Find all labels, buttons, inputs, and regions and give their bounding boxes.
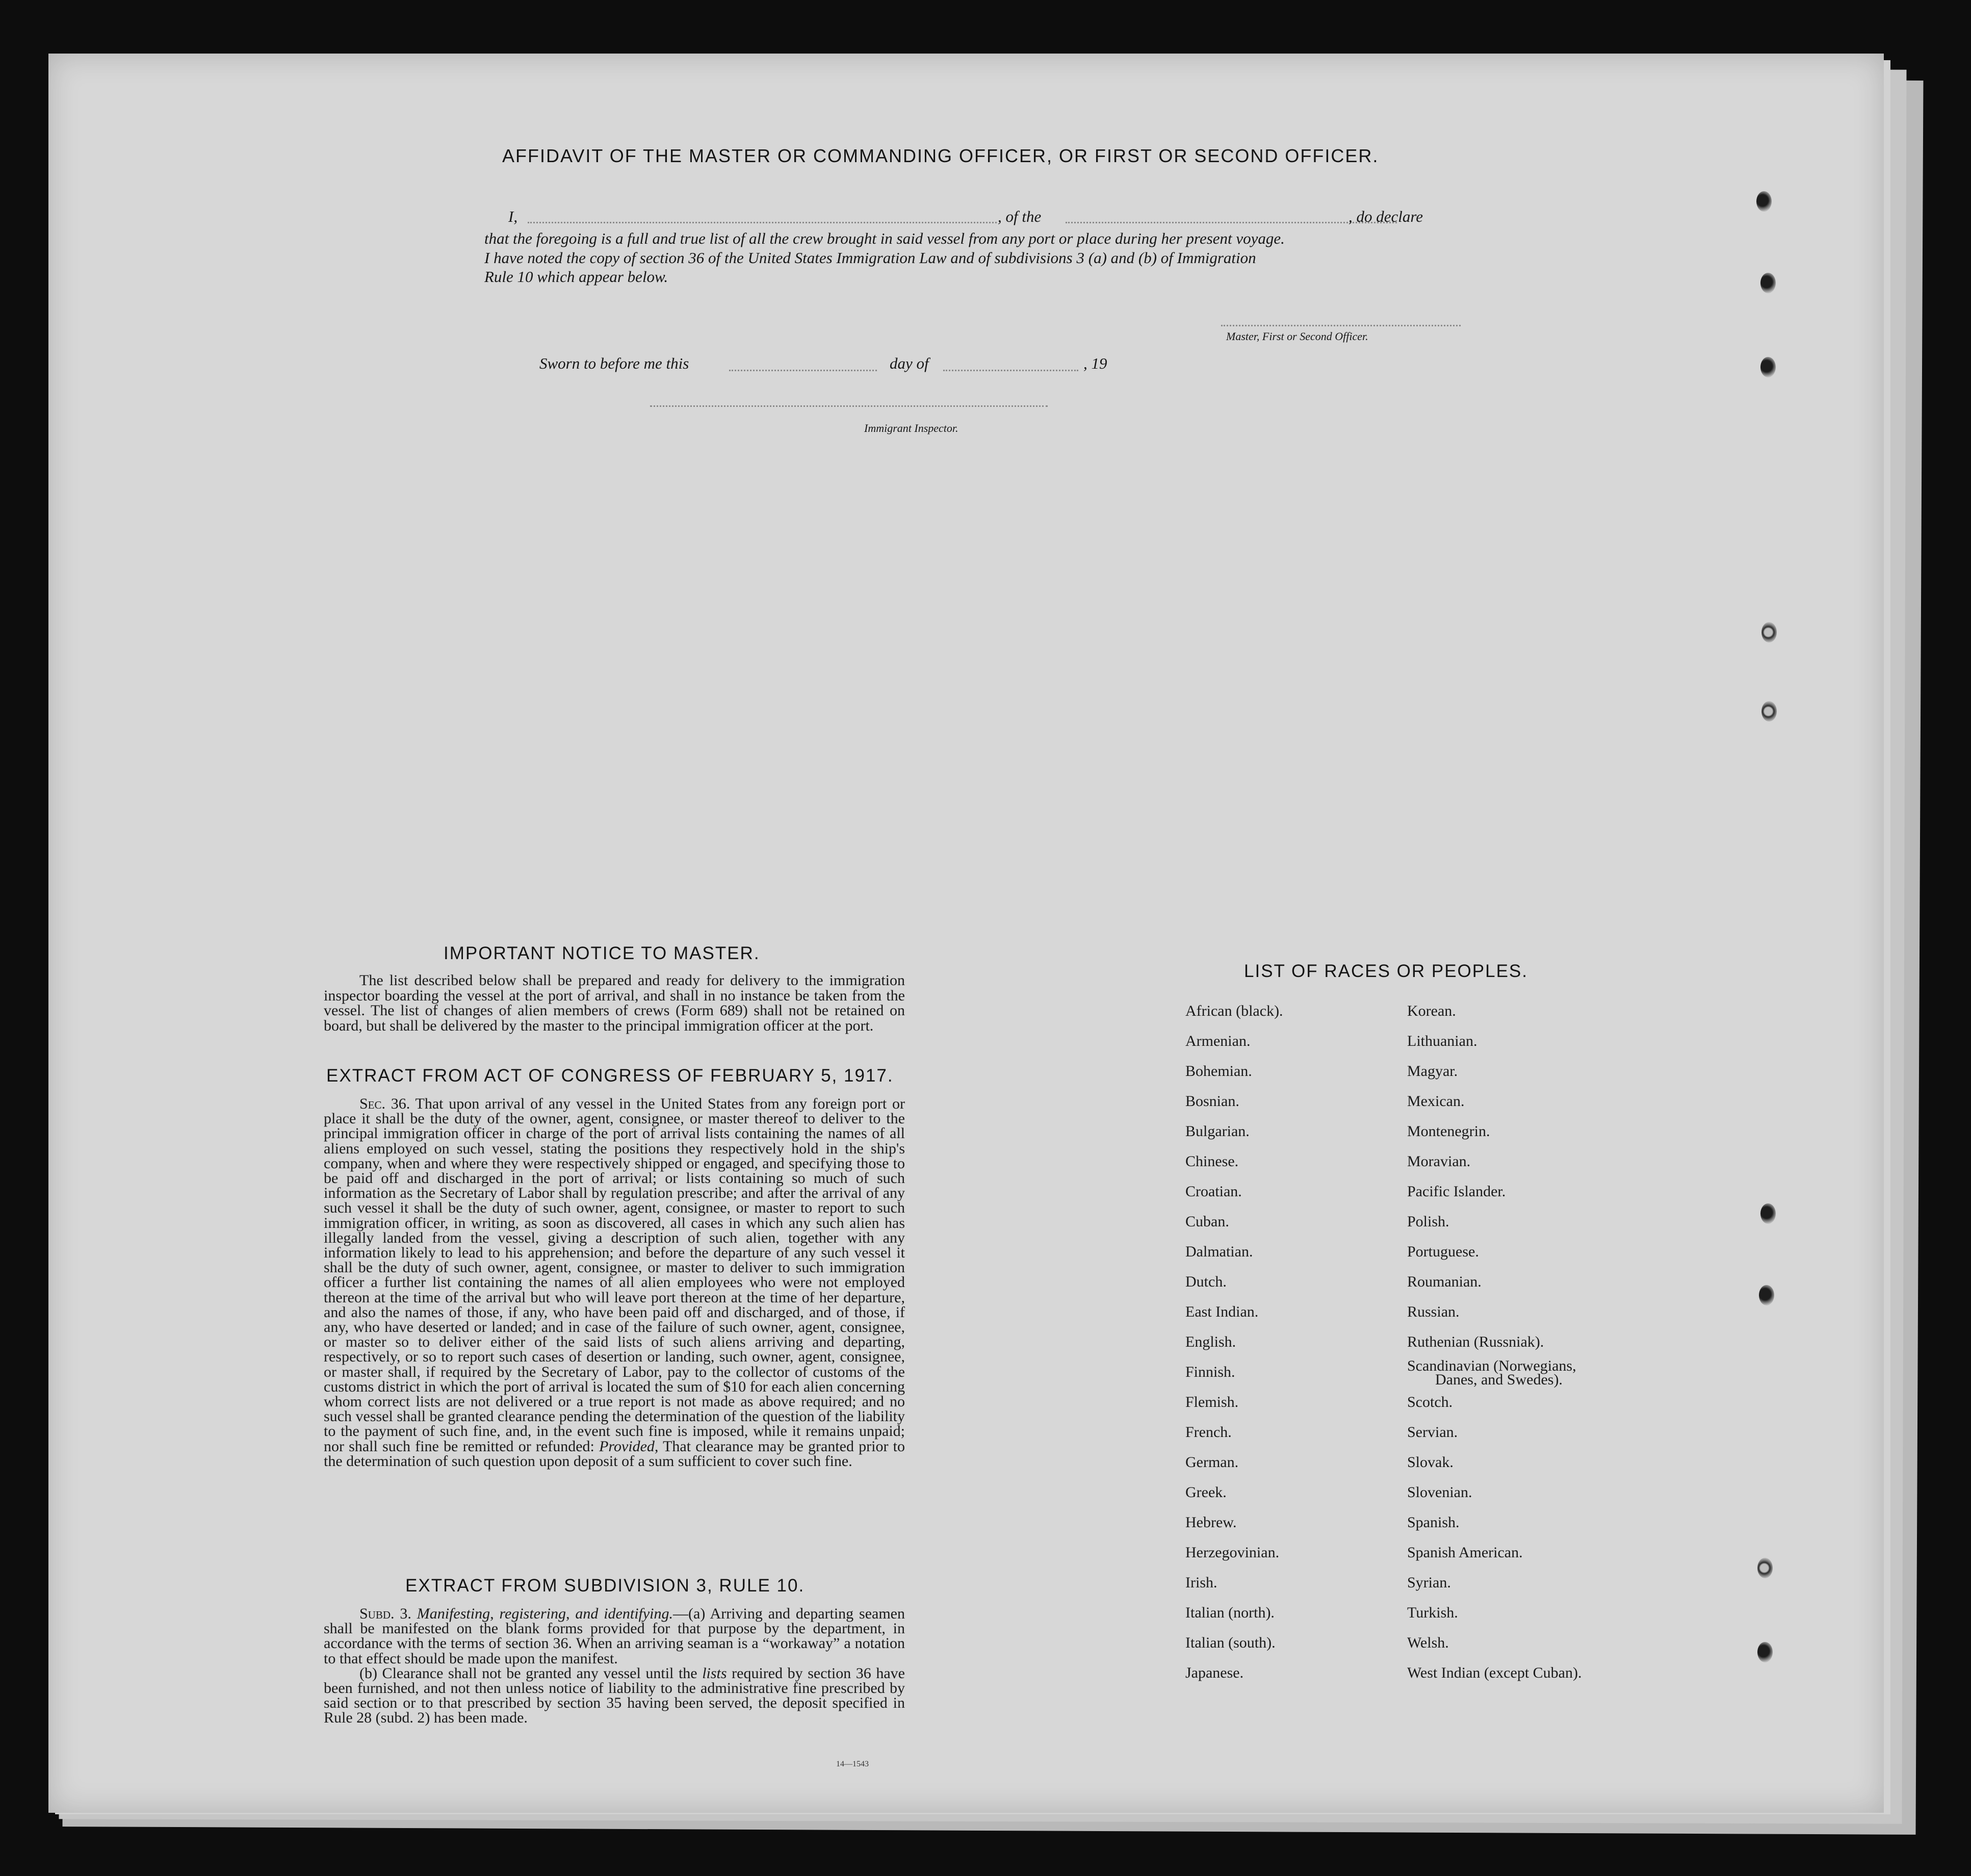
race-item: Croatian.	[1185, 1183, 1242, 1200]
race-item: West Indian (except Cuban).	[1407, 1664, 1582, 1681]
punch-hole	[1761, 701, 1777, 722]
race-item: Dutch.	[1185, 1273, 1227, 1290]
race-item: Chinese.	[1185, 1153, 1239, 1170]
race-item: African (black).	[1185, 1003, 1283, 1019]
day-of-label: day of	[890, 354, 929, 372]
affidavit-line-3: I have noted the copy of section 36 of the United States Immigration Law and of subdivisions 3 (a) and (b) of Immigration	[484, 249, 1256, 267]
punch-hole	[1759, 1285, 1774, 1305]
proviso-word: Provided,	[599, 1437, 659, 1455]
subd-heading: Manifesting, registering, and identifying.	[417, 1605, 673, 1622]
subd-label: Subd. 3.	[359, 1605, 411, 1622]
race-item: Servian.	[1407, 1424, 1458, 1441]
race-item: East Indian.	[1185, 1303, 1259, 1320]
race-item: Syrian.	[1407, 1574, 1451, 1591]
affidavit-line-4: Rule 10 which appear below.	[484, 268, 668, 286]
affidavit-line-2: that the foregoing is a full and true list of all the crew brought in said vessel from any port or place during her present voyage.	[484, 229, 1285, 247]
section-label: Sec. 36.	[359, 1095, 410, 1112]
section-36-paragraph	[324, 1096, 905, 1469]
race-item: English.	[1185, 1333, 1236, 1350]
race-item: Herzegovinian.	[1185, 1544, 1280, 1561]
race-item: Slovenian.	[1407, 1484, 1472, 1501]
race-item: Lithuanian.	[1407, 1033, 1477, 1049]
sworn-label: Sworn to before me this	[539, 354, 689, 372]
race-item-two-line	[1407, 1359, 1581, 1386]
punch-hole	[1760, 273, 1776, 293]
year-label: , 19	[1083, 354, 1107, 372]
race-item: Ruthenian (Russniak).	[1407, 1333, 1544, 1350]
race-item: Italian (south).	[1185, 1634, 1276, 1651]
name-blank[interactable]	[528, 222, 997, 223]
race-item: Portuguese.	[1407, 1243, 1479, 1260]
vessel-blank[interactable]	[1066, 222, 1397, 223]
punch-hole	[1756, 191, 1772, 212]
rule-extract-text	[324, 1606, 905, 1726]
race-item: Magyar.	[1407, 1063, 1458, 1080]
race-item: Dalmatian.	[1185, 1243, 1253, 1260]
punch-hole	[1760, 357, 1776, 377]
sworn-month-blank[interactable]	[943, 370, 1078, 371]
master-signature-blank[interactable]	[1221, 325, 1461, 326]
race-item: Mexican.	[1407, 1093, 1465, 1110]
race-item: Polish.	[1407, 1213, 1449, 1230]
race-item-line: Scandinavian (Norwegians,	[1407, 1357, 1576, 1374]
manifest-page	[48, 54, 1884, 1813]
races-right-column	[1407, 996, 1581, 1688]
inspector-signature-blank[interactable]	[650, 405, 1048, 407]
race-item: Slovak.	[1407, 1454, 1454, 1471]
master-signature-label: Master, First or Second Officer.	[1226, 330, 1368, 343]
race-item-line: Danes, and Swedes).	[1435, 1371, 1563, 1388]
subd-a-text: —(a) Arriving and departing seamen shall be manifested on the blank forms provided for that purpose by the department, in accordance with the terms of section 36. When an arriving seaman is a “workaway” a notation to that effect should be made upon the manifest.	[324, 1605, 905, 1667]
subd-b-start: (b) Clearance shall not be granted any vessel until the	[359, 1664, 697, 1682]
notice-text	[324, 973, 905, 1033]
race-item: Bosnian.	[1185, 1093, 1239, 1110]
race-item: Finnish.	[1185, 1364, 1235, 1380]
race-item: Flemish.	[1185, 1394, 1239, 1410]
race-item: Moravian.	[1407, 1153, 1471, 1170]
form-number: 14—1543	[836, 1760, 869, 1768]
punch-hole	[1757, 1642, 1773, 1662]
race-item: Pacific Islander.	[1407, 1183, 1506, 1200]
race-item: Spanish.	[1407, 1514, 1460, 1531]
affidavit-declare-label: , do declare	[1348, 208, 1423, 225]
proviso-text: That clearance may be granted prior to the determination of such question upon deposit of a sum sufficient to cover such fine.	[324, 1437, 905, 1470]
subd-b-lists: lists	[702, 1664, 727, 1682]
race-item: Bohemian.	[1185, 1063, 1252, 1080]
race-item: Montenegrin.	[1407, 1123, 1490, 1140]
punch-hole	[1757, 1558, 1773, 1578]
race-item: Cuban.	[1185, 1213, 1229, 1230]
section-text: That upon arrival of any vessel in the United States from any foreign port or place it shall be the duty of the owner, agent, consignee, or master thereof to deliver to the principal immigration officer in charge of the port of arrival lists containing the names of all aliens employed on such vessel, stating the positions they respectively hold in the ship's company, when and where they were respectively shipped or engaged, and specifying those to be paid off and discharged in the port of arrival; or lists containing so much of such information as the Secretary of Labor shall by regulation prescribe; and after the arrival of any such vessel it shall be the duty of such owner, agent, consignee, or master to report to such immigration officer, in writing, as soon as discovered, all cases in which any such alien has illegally landed from the vessel, giving a description of such alien, together with any information likely to lead to his apprehension; and before the departure of any such vessel it shall be the duty of such owner, agent, consignee, or master to deliver to such immigration officer a further list containing the names of all alien employees who were not employed thereon at the time of the arrival but who will leave port thereon at the time of her departure, and also the names of those, if any, who have been paid off and discharged, and of those, if any, who have deserted or landed; and in case of the failure of such owner, agent, consignee, or master so to deliver either of the said lists of such aliens arriving and departing, respectively, or so to report such cases of desertion or landing, such owner, agent, consignee, or master shall, if required by the Secretary of Labor, pay to the collector of customs of the customs district in which the port of arrival is located the sum of $10 for each alien concerning whom correct lists are not delivered or a true report is not made as above required; and no such vessel shall be granted clearance pending the determination of the question of the liability to the payment of such fine, and, in the event such fine is imposed, while it remains unpaid; nor shall such fine be remitted or refunded:	[324, 1095, 905, 1455]
race-item: Russian.	[1407, 1303, 1460, 1320]
subd-b-end: required by section 36 have been furnished, and not then unless notice of liability to the administrative fine prescribed by said section or to that prescribed by section 35 having been served, the deposit specified in Rule 28 (subd. 2) has been made.	[324, 1664, 905, 1727]
notice-title: IMPORTANT NOTICE TO MASTER.	[444, 943, 760, 963]
race-item: Scotch.	[1407, 1394, 1453, 1410]
inspector-label: Immigrant Inspector.	[864, 422, 958, 434]
races-title: LIST OF RACES OR PEOPLES.	[1244, 961, 1528, 981]
affidavit-of-the-label: , of the	[998, 208, 1042, 225]
act-extract-text	[324, 1096, 905, 1469]
punch-hole	[1760, 1203, 1776, 1224]
subdivision-a-paragraph	[324, 1606, 905, 1666]
rule-extract-title: EXTRACT FROM SUBDIVISION 3, RULE 10.	[405, 1576, 805, 1596]
affidavit-i-label: I,	[508, 208, 518, 225]
notice-paragraph: The list described below shall be prepared and ready for delivery to the immigration inspector boarding the vessel at the port of arrival, and shall in no instance be taken from the vessel. The list of changes of alien members of crews (Form 689) shall not be retained on board, but shall be delivered by the master to the principal immigration officer at the port.	[324, 972, 905, 1034]
races-left-column	[1185, 996, 1283, 1688]
affidavit-title: AFFIDAVIT OF THE MASTER OR COMMANDING OFFICER, OR FIRST OR SECOND OFFICER.	[502, 145, 1379, 166]
act-extract-title: EXTRACT FROM ACT OF CONGRESS OF FEBRUARY 5, 1917.	[326, 1066, 894, 1086]
race-item: Welsh.	[1407, 1634, 1449, 1651]
race-item: Turkish.	[1407, 1604, 1458, 1621]
race-item: Bulgarian.	[1185, 1123, 1250, 1140]
race-item: Japanese.	[1185, 1664, 1244, 1681]
race-item: Spanish American.	[1407, 1544, 1523, 1561]
sworn-day-blank[interactable]	[729, 370, 877, 371]
race-item: Korean.	[1407, 1003, 1456, 1019]
race-item: Roumanian.	[1407, 1273, 1482, 1290]
race-item: Irish.	[1185, 1574, 1217, 1591]
race-item: French.	[1185, 1424, 1232, 1441]
punch-hole	[1761, 622, 1777, 643]
race-item: Italian (north).	[1185, 1604, 1275, 1621]
race-item: Armenian.	[1185, 1033, 1251, 1049]
subdivision-b-paragraph	[324, 1666, 905, 1726]
race-item: Hebrew.	[1185, 1514, 1237, 1531]
race-item: German.	[1185, 1454, 1239, 1471]
race-item: Greek.	[1185, 1484, 1227, 1501]
